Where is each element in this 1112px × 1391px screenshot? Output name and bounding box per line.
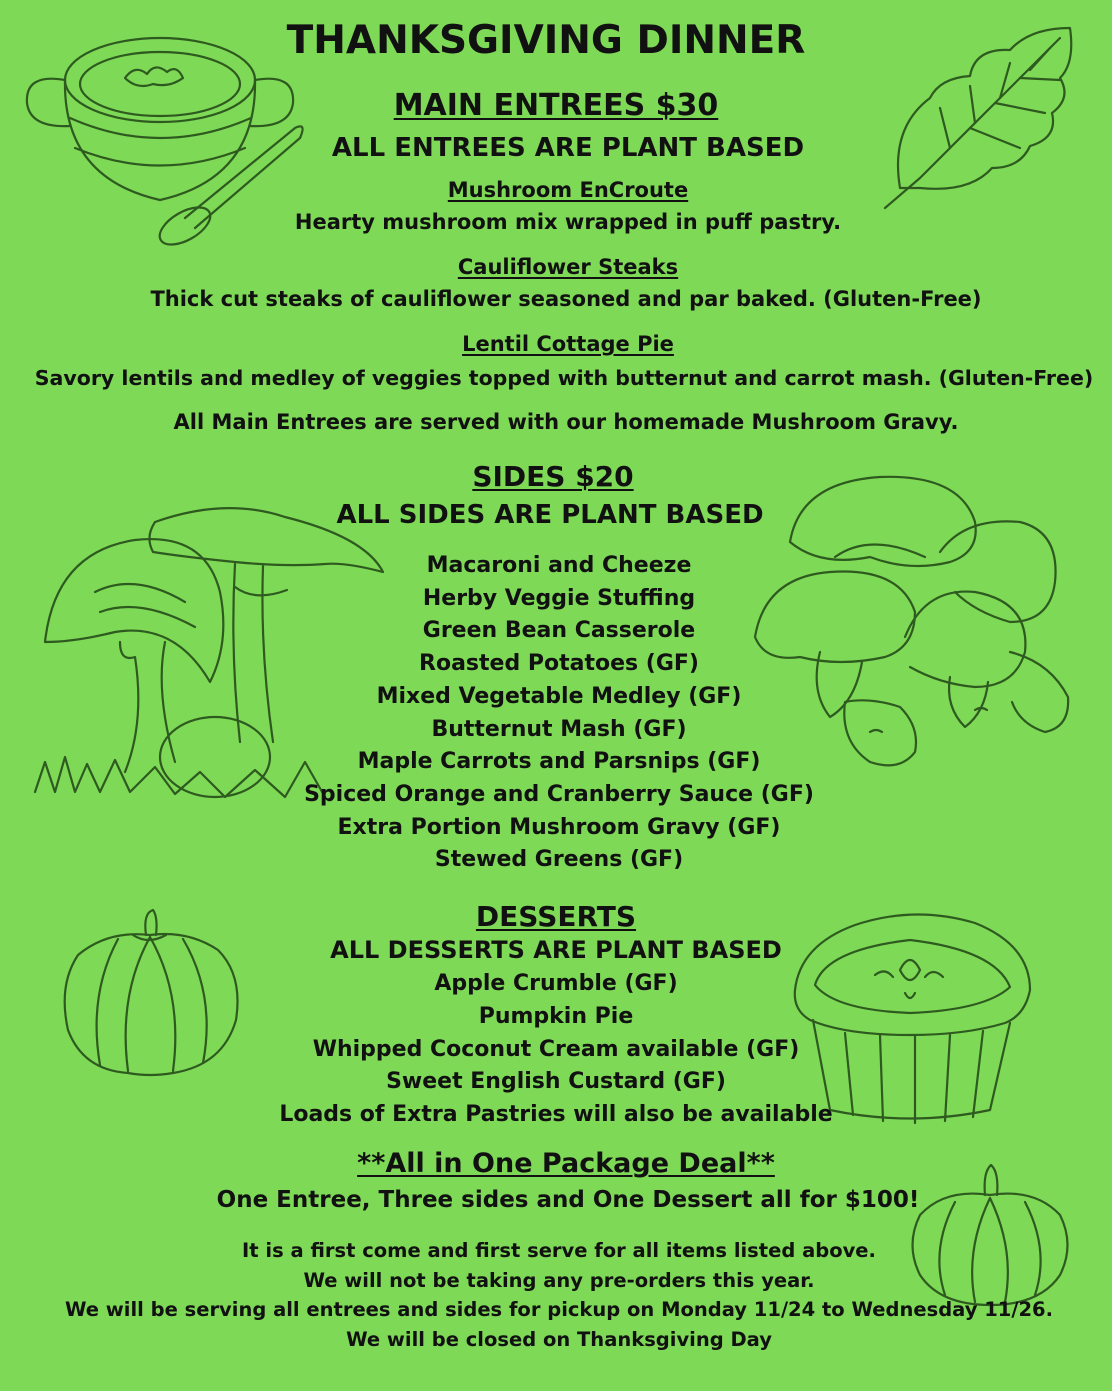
list-item: Loads of Extra Pastries will also be available xyxy=(279,1102,833,1128)
desserts-list xyxy=(0,968,1112,1132)
sides-heading: SIDES $20 xyxy=(472,460,634,493)
footer-line: We will be closed on Thanksgiving Day xyxy=(346,1327,772,1351)
footer-line: We will be serving all entrees and sides for pickup on Monday 11/24 to Wednesday 11/26. xyxy=(64,1298,1054,1321)
footer-line: We will not be taking any pre-orders this year. xyxy=(303,1268,815,1292)
mains-item-name: Mushroom EnCroute xyxy=(447,178,689,202)
package-desc: One Entree, Three sides and One Dessert all for $100! xyxy=(216,1187,920,1213)
mains-item-name: Lentil Cottage Pie xyxy=(462,332,674,356)
list-item: Pumpkin Pie xyxy=(478,1003,634,1029)
footer-line: It is a first come and first serve for all items listed above. xyxy=(242,1239,876,1262)
list-item: Herby Veggie Stuffing xyxy=(422,585,696,611)
list-item: Extra Portion Mushroom Gravy (GF) xyxy=(337,814,781,840)
list-item: Apple Crumble (GF) xyxy=(434,971,678,996)
mains-note: All Main Entrees are served with our homemade Mushroom Gravy. xyxy=(173,410,959,434)
list-item: Mixed Vegetable Medley (GF) xyxy=(376,683,742,709)
list-item: Stewed Greens (GF) xyxy=(434,847,684,873)
list-item: Spiced Orange and Cranberry Sauce (GF) xyxy=(304,781,814,807)
list-item: Green Bean Casserole xyxy=(422,618,696,644)
mains-subheading: ALL ENTREES ARE PLANT BASED xyxy=(331,133,805,163)
sides-list xyxy=(0,550,1112,877)
desserts-subheading: ALL DESSERTS ARE PLANT BASED xyxy=(330,936,782,964)
desserts-heading: DESSERTS xyxy=(475,900,637,933)
mains-item-desc: Thick cut steaks of cauliflower seasoned and par baked. (Gluten-Free) xyxy=(150,287,982,311)
mains-item-desc: Hearty mushroom mix wrapped in puff pastry. xyxy=(294,210,842,234)
footer-notes xyxy=(0,1236,1112,1354)
list-item: Roasted Potatoes (GF) xyxy=(419,651,699,677)
list-item: Maple Carrots and Parsnips (GF) xyxy=(357,749,761,775)
list-item: Whipped Coconut Cream available (GF) xyxy=(312,1036,800,1062)
list-item: Sweet English Custard (GF) xyxy=(386,1069,726,1095)
list-item: Butternut Mash (GF) xyxy=(431,716,687,742)
list-item: Macaroni and Cheeze xyxy=(426,553,692,578)
mains-item-desc: Savory lentils and medley of veggies topped with butternut and carrot mash. (Gluten-Free) xyxy=(34,366,1094,390)
package-heading: **All in One Package Deal** xyxy=(357,1148,775,1179)
sides-subheading: ALL SIDES ARE PLANT BASED xyxy=(336,500,764,530)
mains-item-name: Cauliflower Steaks xyxy=(457,255,679,279)
mains-heading: MAIN ENTREES $30 xyxy=(393,88,719,123)
page-title: THANKSGIVING DINNER xyxy=(286,18,806,63)
